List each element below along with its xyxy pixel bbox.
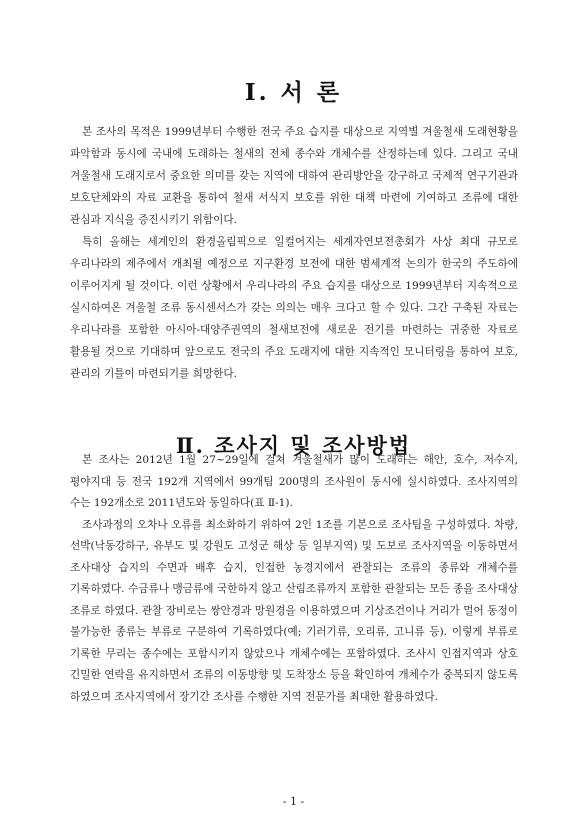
methods-paragraph-2: 조사과정의 오차나 오류를 최소화하기 위하여 2인 1조를 기본으로 조사팀을 구성하였다. 차량, 선박(낙동강하구, 유부도 및 강원도 고성군 해상 등 일부지역) 및 도보로 조사지역을 이동하면서 조사대상 습지의 수면과 배후 습지, 인접한 농경지에서 관찰되는 조류의 종류와 개체수를 기록하였다. 수금류나 맹금류에 국한하지 않고 산림조류까지 포함한 관찰되는 모든 종을 조사대상 조류로 하였다. 관찰 장비로는 쌍안경과 망원경을 이용하였으며 기상조건이나 거리가 멀어 동정이 불가능한 종류는 부류로 구분하여 기록하였다(예; 기러기류, 오리류, 고니류 등). 이렇게 부류로 기록한 무리는 종수에는 포함시키지 않았으나 개체수에는 포함하였다. 조사시 인접지역과 상호 긴밀한 연락을 유지하면서 조류의 이동방향 및 도착장소 등을 확인하여 개체수가 중복되지 않도록 하였으며 조사지역에서 장기간 조사를 수행한 지역 전문가를 최대한 활용하였다.: [70, 518, 518, 703]
introduction-paragraph-1: 본 조사의 목적은 1999년부터 수행한 전국 주요 습지를 대상으로 지역별 겨울철새 도래현황을 파악함과 동시에 국내에 도래하는 철새의 전체 종수와 개체수를 산정하는데 있다. 그리고 국내 겨울철새 도래지로서 중요한 의미를 갖는 지역에 대하여 관리방안을 강구하고 국제적 연구기관과 보호단체와의 자료 교환을 통하여 철새 서식지 보호를 위한 대책 마련에 기여하고 조류에 대한 관심과 지식을 증진시키기 위함이다.: [70, 126, 518, 226]
introduction-section: [70, 121, 518, 385]
introduction-paragraph-2: 특히 올해는 세계인의 환경올림픽으로 일컬어지는 세계자연보전총회가 사상 최대 규모로 우리나라의 제주에서 개최될 예정으로 지구환경 보전에 대한 범세계적 논의가 한국의 주도하에 이루어지게 될 것이다. 이런 상황에서 우리나라의 주요 습지를 대상으로 1999년부터 지속적으로 실시하여온 겨울철 조류 동시센서스가 갖는 의의는 매우 크다고 할 수 있다. 그간 구축된 자료는 우리나라를 포함한 아시아-대양주권역의 철새보전에 새로운 전기를 마련하는 귀중한 자료로 활용될 것으로 기대하며 앞으로도 전국의 주요 도래지에 대한 지속적인 모니터링을 통하여 보호, 관리의 기틀이 마련되기를 희망한다.: [70, 236, 518, 380]
methods-heading: Ⅱ. 조사지 및 조사방법: [175, 433, 412, 458]
page-number: - 1 -: [282, 795, 305, 808]
introduction-heading: Ⅰ. 서 론: [244, 79, 343, 106]
methods-paragraph-1: 본 조사는 2012년 1월 27~29일에 걸쳐 겨울철새가 많이 도래하는 해안, 호수, 저수지, 평야지대 등 전국 192개 지역에서 99개팀 200명의 조사원이 동시에 실시하였다. 조사지역의 수는 192개소로 2011년도와 동일하다(표 Ⅱ-1).: [70, 454, 518, 509]
methods-section: [70, 450, 518, 708]
